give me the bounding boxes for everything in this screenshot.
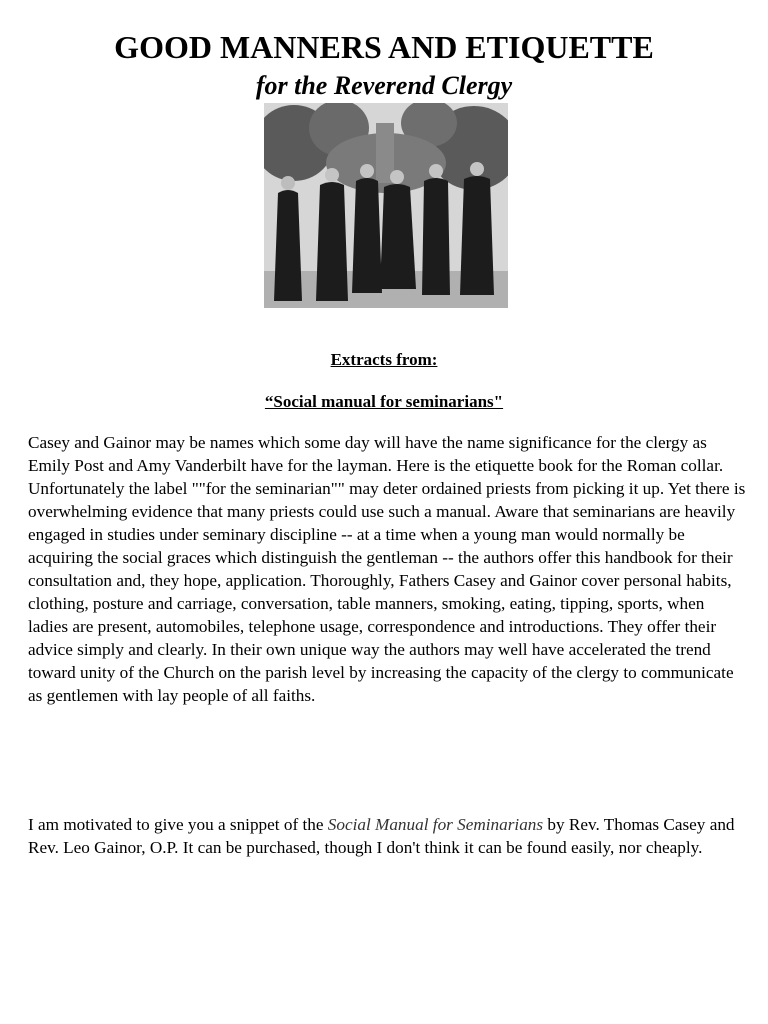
figure-1	[274, 176, 302, 301]
group-of-clergy-photo	[264, 103, 508, 308]
note-paragraph	[28, 813, 746, 859]
figure-6	[460, 162, 494, 295]
page-title: GOOD MANNERS AND ETIQUETTE	[114, 29, 654, 65]
book-title: Social Manual for Seminarians	[327, 815, 544, 834]
note-text-after: by Rev. Thomas Casey and Rev. Leo Gainor, O.P. It can be purchased, though I don't think it can be found easily, nor cheaply.	[28, 815, 735, 857]
manual-title-heading: “Social manual for seminarians"	[264, 392, 504, 411]
figure-2	[316, 168, 348, 301]
figure-5	[422, 164, 450, 295]
review-paragraph: Casey and Gainor may be names which some day will have the name significance for the clergy as Emily Post and Amy Vanderbilt have for the layman. Here is the etiquette book for the Roman collar. Unfortunately the label ""for the seminarian"" may deter ordained priests from picking it up. Yet there is overwhelming evidence that many priests could use such a manual. Aware that seminarians are heavily engaged in studies under seminary discipline -- at a time when a young man would normally be acquiring the social graces which distinguish the gentleman -- the authors offer this handbook for their consultation and, they hope, application. Thoroughly, Fathers Casey and Gainor cover personal habits, clothing, posture and carriage, conversation, table manners, smoking, eating, tipping, sports, when ladies are present, automobiles, telephone usage, correspondence and introductions. They offer their advice simply and clearly. In their own unique way the authors may well have accelerated the trend toward unity of the Church on the parish level by increasing the capacity of the clergy to communicate as gentlemen with lay people of all faiths.	[28, 433, 746, 705]
extracts-heading: Extracts from:	[330, 350, 438, 369]
figure-3	[352, 164, 382, 293]
note-text-before: I am motivated to give you a snippet of the	[28, 815, 328, 834]
page-subtitle: for the Reverend Clergy	[255, 71, 513, 100]
